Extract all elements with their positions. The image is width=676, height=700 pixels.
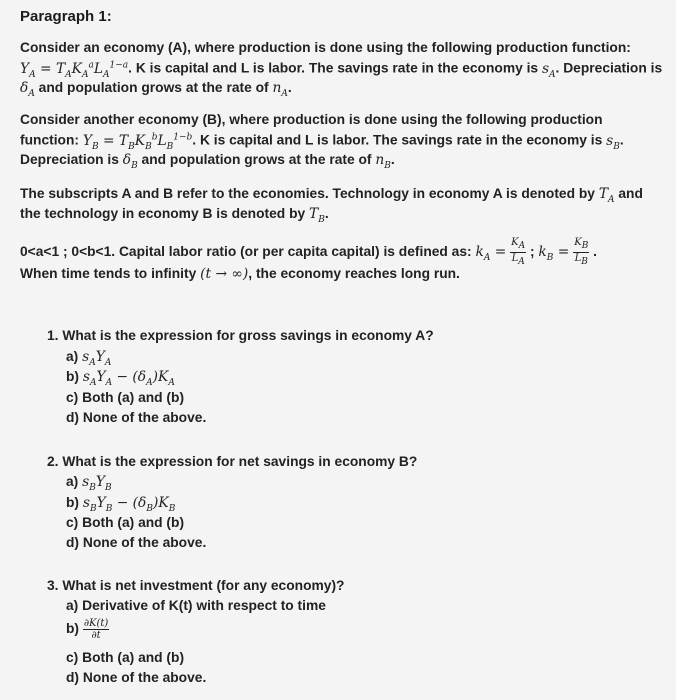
paragraph-1-line-2: $Y_A = T_AK_A^aL_A^{1-a}$. K is capital and L is labor. The savings rate in the economy is $s_A$. Depreciation is	[20, 60, 663, 80]
partial-derivative-fraction: $\frac{\partial K(t)}{\partial t}$	[83, 618, 109, 641]
question-2-option-d: d) None of the above.	[66, 535, 207, 550]
question-1-option-d: d) None of the above.	[66, 410, 207, 425]
ka-fraction: $\frac{K_A}{L_A}$	[511, 237, 526, 267]
question-2-option-b: b) $s_BY_B - (\delta_B)K_B$	[66, 495, 176, 514]
question-3: 3. What is net investment (for any economy)?	[47, 578, 345, 593]
paragraph-2-line-3: Depreciation is $\delta_B$ and population grows at the rate of $n_B$.	[20, 152, 395, 171]
paragraph-1-line-3: $\delta_A$ and population grows at the rate of $n_A$.	[20, 80, 292, 99]
question-2-option-c: c) Both (a) and (b)	[66, 515, 185, 530]
paragraph-4-line-1: 0<a<1 ; 0<b<1. Capital labor ratio (or per capita capital) is defined as: $k_A$ = $\frac{K_A}{L_A}$ ; $k_B$ = $\frac{K_B}{L_B}$ .	[20, 237, 597, 267]
question-1-option-b: b) $s_AY_A - (\delta_A)K_A$	[66, 369, 175, 388]
paragraph-4-line-2: When time tends to infinity (t → ∞), the economy reaches long run.	[20, 266, 460, 282]
paragraph-3-line-2: the technology in economy B is denoted by $T_B$.	[20, 206, 329, 225]
question-3-option-c: c) Both (a) and (b)	[66, 650, 185, 665]
question-1-option-c: c) Both (a) and (b)	[66, 390, 185, 405]
question-2: 2. What is the expression for net savings in economy B?	[47, 454, 418, 469]
paragraph-2-line-1: Consider another economy (B), where production is done using the following production	[20, 112, 603, 127]
question-1: 1. What is the expression for gross savings in economy A?	[47, 328, 434, 343]
question-3-option-a: a) Derivative of K(t) with respect to time	[66, 598, 326, 613]
kb-fraction: $\frac{K_B}{L_B}$	[574, 237, 589, 267]
paragraph-2-line-2: function: $Y_B = T_BK_B^bL_B^{1-b}$. K is capital and L is labor. The savings rate in the economy is $s_B$.	[20, 132, 624, 152]
question-3-option-b: b) $\frac{\partial K(t)}{\partial t}$	[66, 618, 109, 641]
page-title: Paragraph 1:	[20, 8, 112, 25]
paragraph-3-line-1: The subscripts A and B refer to the economies. Technology in economy A is denoted by $T_A$ and	[20, 186, 643, 205]
question-2-option-a: a) $s_BY_B$	[66, 474, 112, 493]
question-1-option-a: a) $s_AY_A$	[66, 349, 112, 368]
paragraph-1-line-1: Consider an economy (A), where production is done using the following production function:	[20, 40, 631, 55]
question-3-option-d: d) None of the above.	[66, 670, 207, 685]
